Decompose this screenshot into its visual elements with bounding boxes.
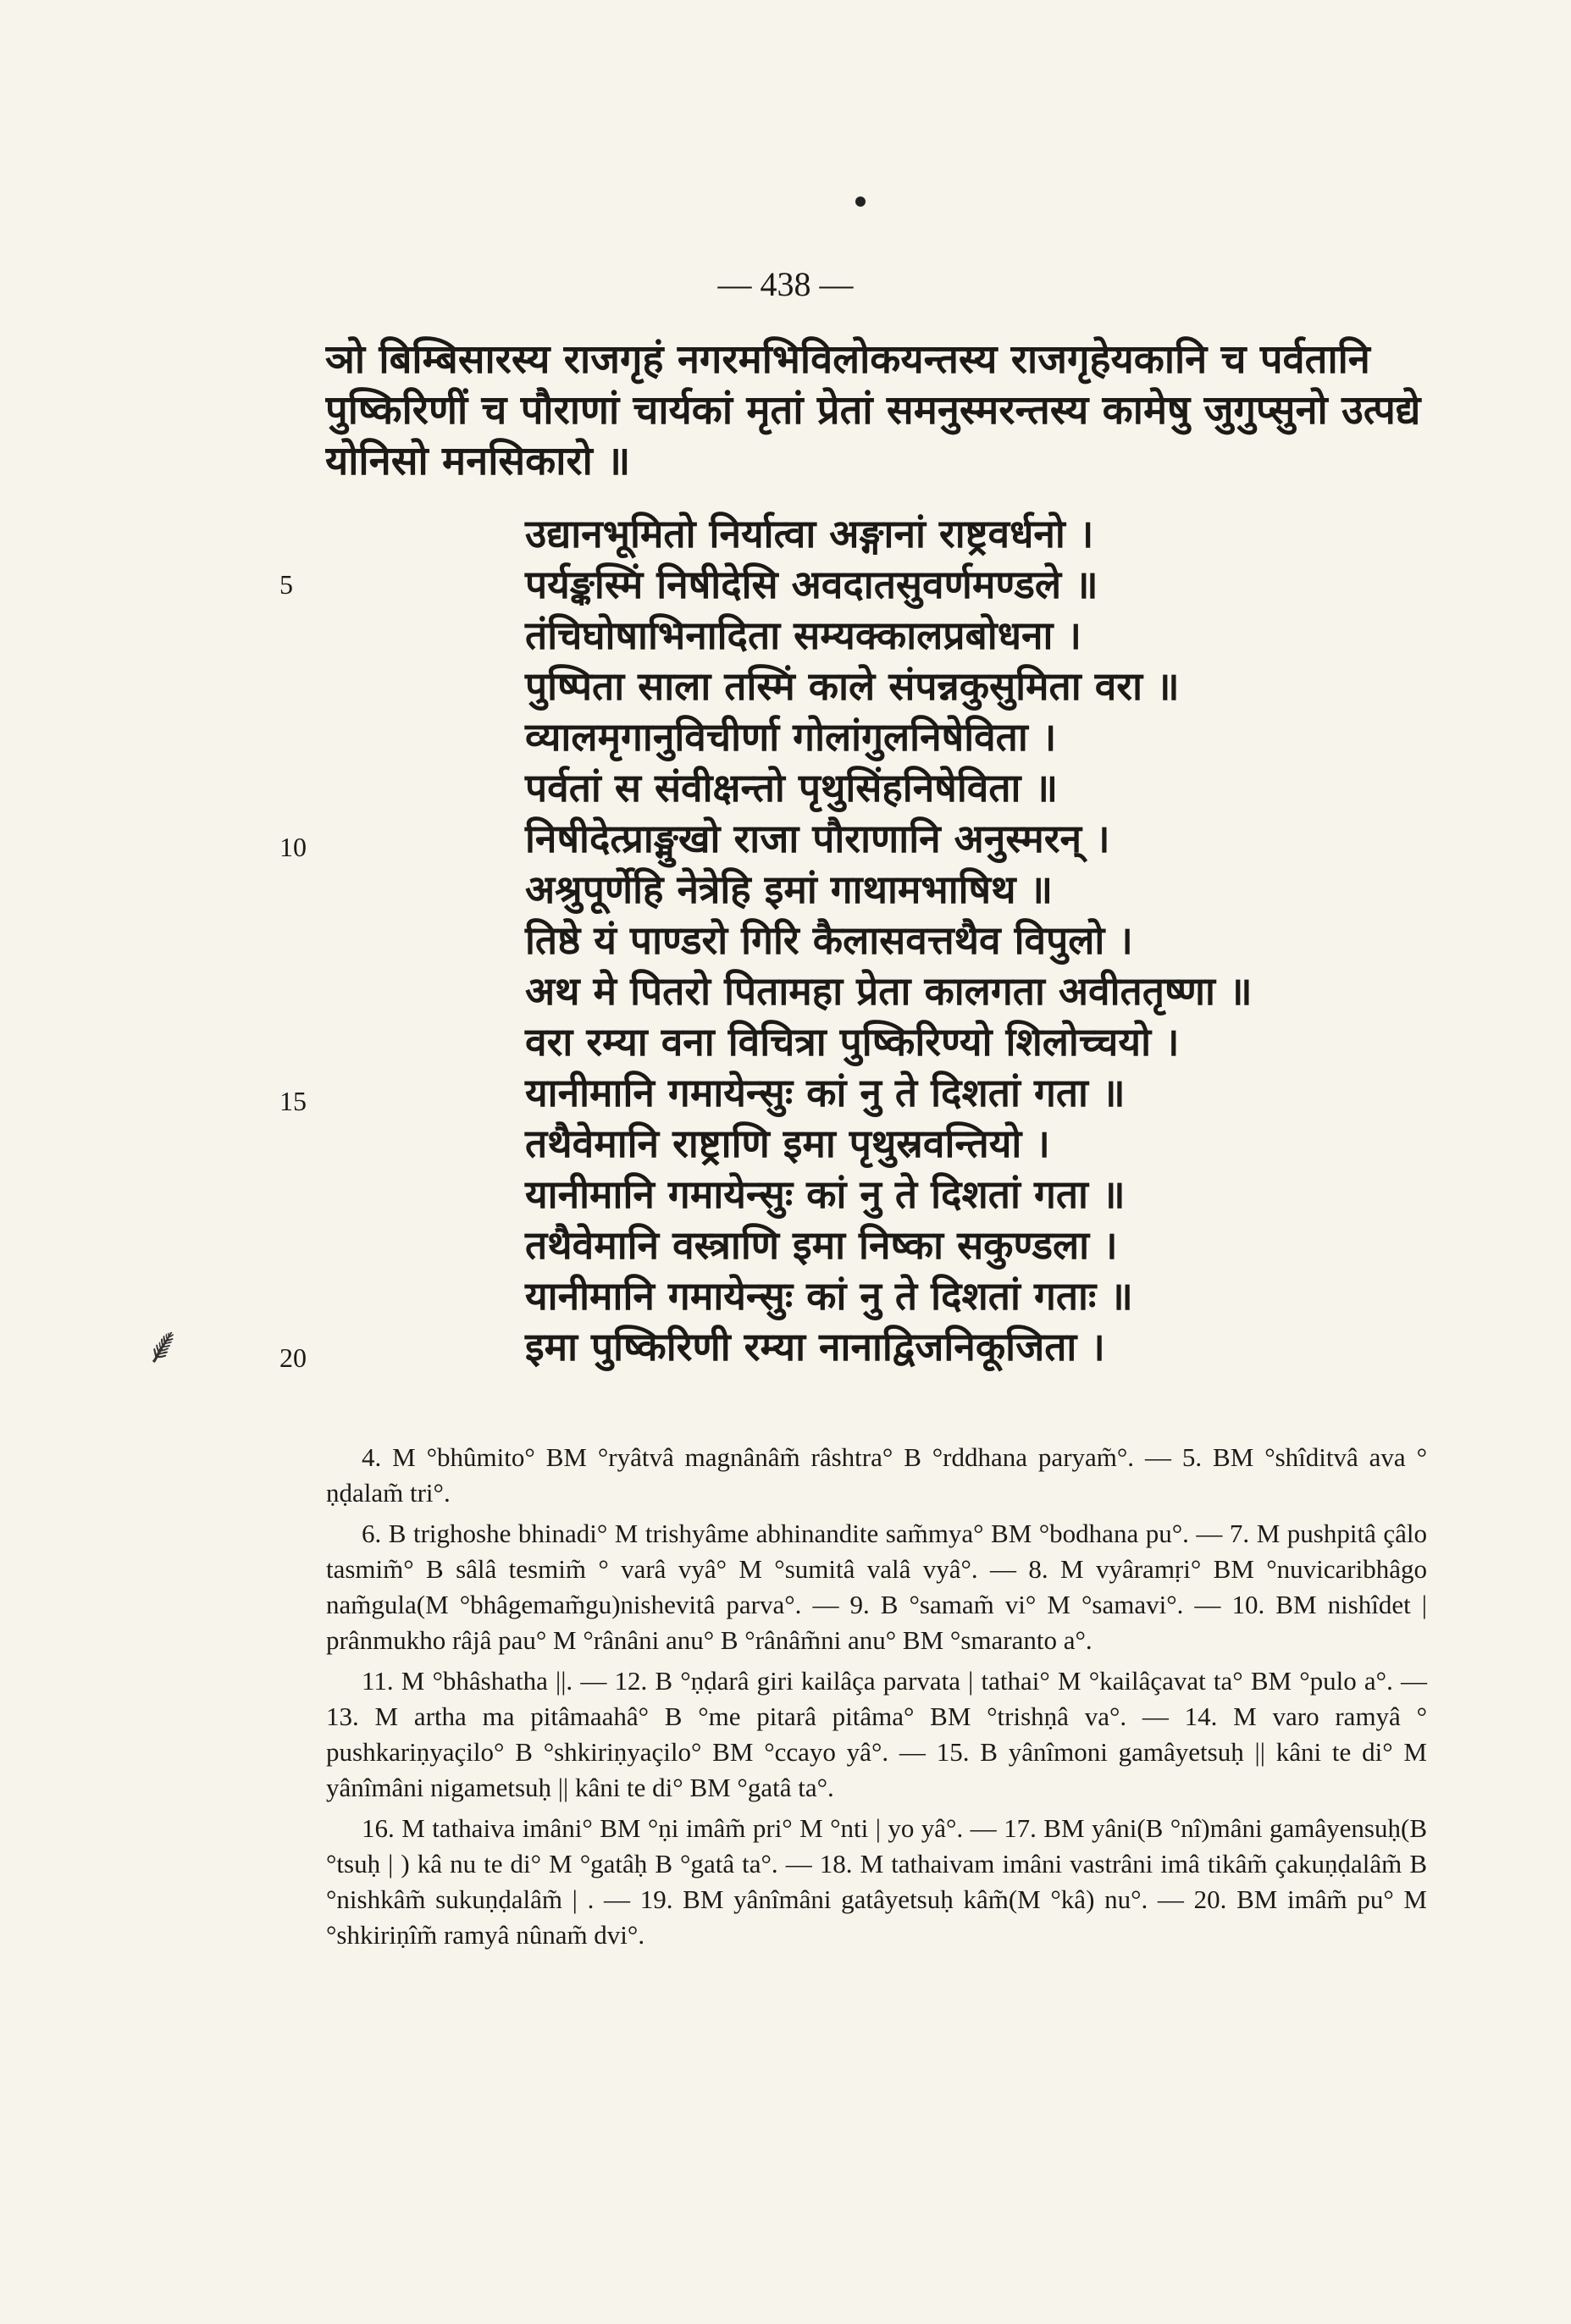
verse-line: तथैवेमानि वस्त्राणि इमा निष्का सकुण्डला । <box>525 1222 1118 1268</box>
apparatus-note: 4. M °bhûmito° BM °ryâtvâ magnânâm̃ râshtra° B °rddhana paryam̃°. — 5. BM °shîditvâ ava ° ṇḍalam̃ tri°. <box>326 1442 1427 1508</box>
verse-block <box>525 508 1253 1372</box>
verse-line: व्यालमृगानुविचीर्णा गोलांगुलनिषेविता । <box>525 714 1057 760</box>
critical-apparatus <box>326 1440 1427 1958</box>
ink-dot <box>855 196 866 207</box>
apparatus-note: 11. M °bhâshatha ||. — 12. B °ṇḍarâ giri kailâça parvata | tathai° M °kailâçavat ta° BM °pulo a°. — 13. M artha ma pitâmaahâ° B °me pitarâ pitâma° BM °trishṇâ va°. — 14. M varo ramyâ ° pushkariṇyaçilo° B °shkiriṇyaçilo° BM °ccayo yâ°. — 15. B yânîmoni gamâyetsuḥ || kâni te di° M yânîmâni nigametsuḥ || kâni te di° BM °gatâ ta°. <box>326 1666 1427 1802</box>
apparatus-note: 16. M tathaiva imâni° BM °ṇi imâm̃ pri° M °nti | yo yâ°. — 17. BM yâni(B °nî)mâni gamâyensuḥ(B °tsuḥ | ) kâ nu te di° M °gatâḥ B °gatâ ta°. — 18. M tathaivam imâni vastrâni imâ tikâm̃ çakuṇḍalâm̃ B °nishkâm̃ sukuṇḍalâm̃ | . — 19. BM yânîmâni gatâyetsuḥ kâm̃(M °kâ) nu°. — 20. BM imâm̃ pu° M °shkiriṇîm̃ ramyâ nûnam̃ dvi°. <box>326 1813 1427 1950</box>
verse-line: पर्वतां स संवीक्षन्तो पृथुसिंहनिषेविता ॥ <box>525 765 1059 811</box>
verse-line: इमा पुष्किरिणी रम्या नानाद्विजनिकूजिता । <box>525 1324 1105 1370</box>
prose-line: पुष्किरिणीं च पौराणां चार्यकां मृतां प्रेतां समनुस्मरन्तस्य कामेषु जुगुप्सुनो उत्पद्ये <box>325 387 1421 434</box>
verse-line: तथैवेमानि राष्ट्राणि इमा पृथुस्रवन्तियो । <box>525 1120 1050 1166</box>
prose-line: योनिसो मनसिकारो ॥ <box>325 438 631 484</box>
line-number: 20 <box>279 1342 307 1373</box>
verse-line: यानीमानि गमायेन्सुः कां नु ते दिशतां गता ॥ <box>525 1070 1126 1115</box>
verse-line: यानीमानि गमायेन्सुः कां नु ते दिशतां गताः ॥ <box>525 1273 1133 1319</box>
verse-line: पुष्पिता साला तस्मिं काले संपन्नकुसुमिता वरा ॥ <box>525 663 1180 709</box>
verse-line: उद्यानभूमितो निर्यात्वा अङ्गानां राष्ट्रवर्धनो । <box>525 511 1094 556</box>
page-number: — 438 — <box>717 265 854 303</box>
line-number: 15 <box>279 1086 307 1116</box>
verse-line: तंचिघोषाभिनादिता सम्यक्कालप्रबोधना । <box>525 612 1081 658</box>
verse-line: यानीमानि गमायेन्सुः कां नु ते दिशतां गता ॥ <box>525 1171 1126 1217</box>
apparatus-note: 6. B trighoshe bhinadi° M trishyâme abhinandite sam̃mya° BM °bodhana pu°. — 7. M pushpitâ çâlo tasmim̃° B sâlâ tesmim̃ ° varâ vyâ° M °sumitâ valâ vyâ°. — 8. M vyâramṛi° BM °nuvicaribhâgo nam̃gula(M °bhâgemam̃gu)nishevitâ parva°. — 9. B °samam̃ vi° M °samavi°. — 10. BM nishîdet | prânmukho râjâ pau° M °rânâni anu° B °rânâm̃ni anu° BM °smaranto a°. <box>326 1519 1427 1655</box>
margin-ink-mark: ⸙ <box>144 1316 182 1375</box>
verse-line: निषीदेत्प्राङ्मुखो राजा पौराणानि अनुस्मरन् । <box>525 816 1110 861</box>
verse-line: वरा रम्या वना विचित्रा पुष्किरिण्यो शिलोच्चयो । <box>525 1019 1180 1065</box>
verse-line: अश्रुपूर्णेहि नेत्रेहि इमां गाथामभाषिथ ॥ <box>525 866 1054 912</box>
prose-block <box>325 335 1426 487</box>
verse-line: अथ मे पितरो पितामहा प्रेता कालगता अवीततृष्णा ॥ <box>525 968 1253 1014</box>
verse-line: पर्यङ्कस्मिं निषीदेसि अवदातसुवर्णमण्डले ॥ <box>525 562 1098 607</box>
line-number: 10 <box>279 832 307 862</box>
prose-line: ञो बिम्बिसारस्य राजगृहं नगरमभिविलोकयन्तस्य राजगृहेयकानि च पर्वतानि <box>325 336 1370 383</box>
line-number: 5 <box>279 569 293 600</box>
verse-line: तिष्ठे यं पाण्डरो गिरि कैलासवत्तथैव विपुलो । <box>525 917 1133 963</box>
